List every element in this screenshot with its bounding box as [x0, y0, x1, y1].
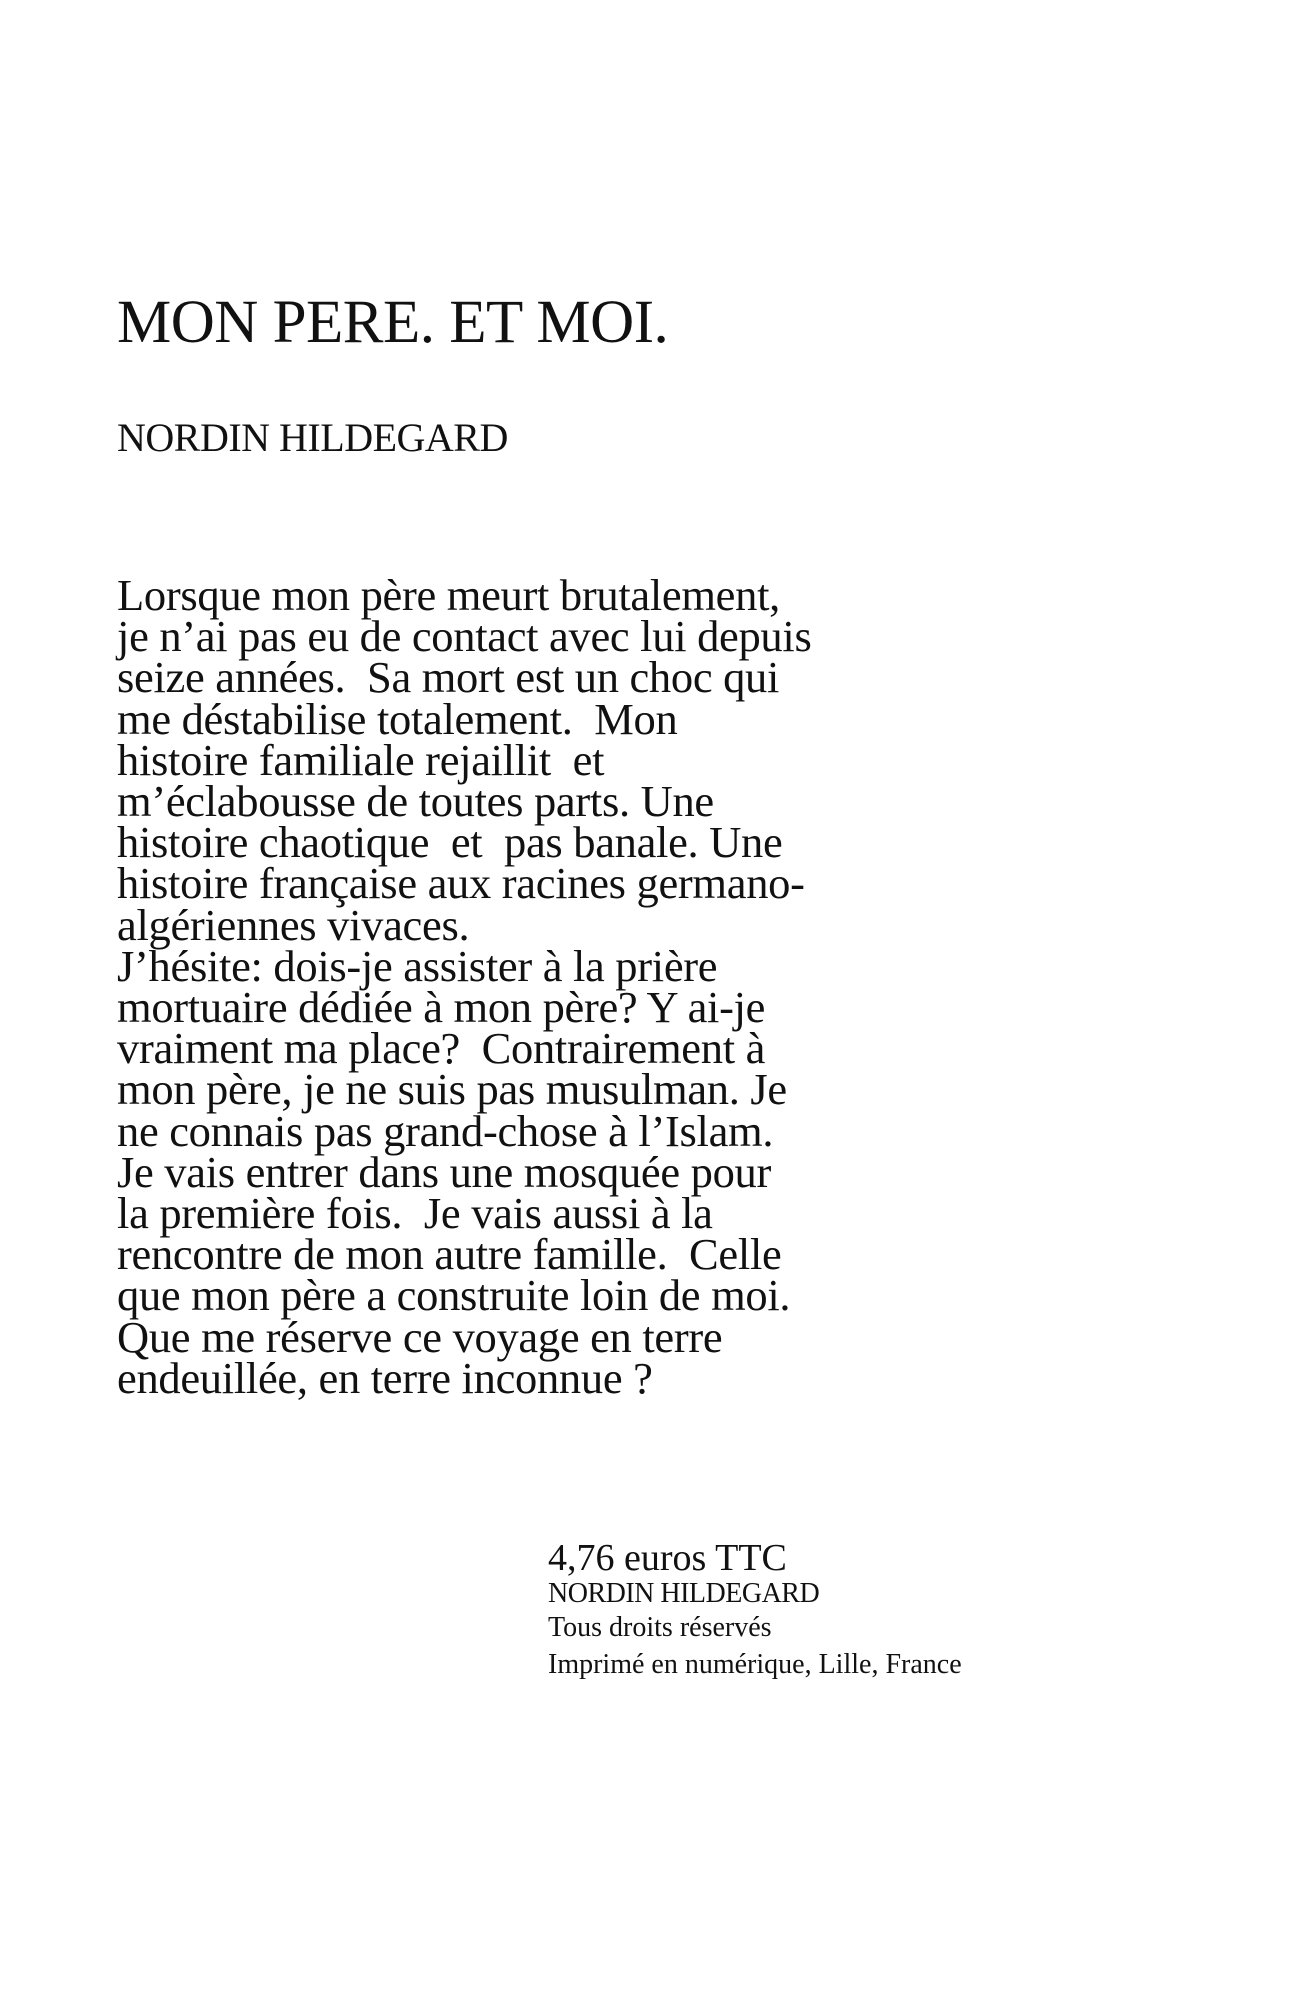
price-label: 4,76 euros TTC — [548, 1537, 787, 1579]
blurb-line: la première fois. Je vais aussi à la — [117, 1188, 713, 1239]
blurb-line: vraiment ma place? Contrairement à — [117, 1023, 766, 1074]
blurb-line: rencontre de mon autre famille. Celle — [117, 1229, 782, 1280]
blurb-line: ne connais pas grand-chose à l’Islam. — [117, 1105, 774, 1156]
blurb-line: endeuillée, en terre inconnue ? — [117, 1352, 653, 1403]
rights-notice: Tous droits réservés — [548, 1612, 772, 1643]
imprint-author: NORDIN HILDEGARD — [548, 1578, 820, 1609]
blurb-line: que mon père a construite loin de moi. — [117, 1270, 791, 1321]
imprint-block — [548, 1537, 962, 1683]
blurb-line: mon père, je ne suis pas musulman. Je — [117, 1064, 787, 1115]
blurb-line: seize années. Sa mort est un choc qui — [117, 652, 780, 703]
blurb-line: algériennes vivaces. — [117, 899, 470, 950]
blurb-line: je n’ai pas eu de contact avec lui depuis — [117, 611, 812, 662]
blurb-line: Lorsque mon père meurt brutalement, — [117, 570, 780, 620]
book-author: NORDIN HILDEGARD — [117, 415, 508, 460]
blurb-line: histoire familiale rejaillit et — [117, 734, 605, 785]
blurb-line: me déstabilise totalement. Mon — [117, 693, 678, 744]
blurb-line: J’hésite: dois-je assister à la prière — [117, 940, 718, 991]
blurb-line: histoire française aux racines germano- — [117, 858, 805, 909]
blurb-line: m’éclabousse de toutes parts. Une — [117, 776, 714, 827]
back-cover-blurb — [117, 570, 812, 1403]
book-title: MON PERE. ET MOI. — [117, 289, 669, 356]
printing-notice: Imprimé en numérique, Lille, France — [548, 1649, 962, 1680]
blurb-line: Que me réserve ce voyage en terre — [117, 1311, 723, 1362]
blurb-line: mortuaire dédiée à mon père? Y ai-je — [117, 982, 766, 1033]
blurb-line: histoire chaotique et pas banale. Une — [117, 817, 783, 868]
blurb-line: Je vais entrer dans une mosquée pour — [117, 1146, 772, 1197]
